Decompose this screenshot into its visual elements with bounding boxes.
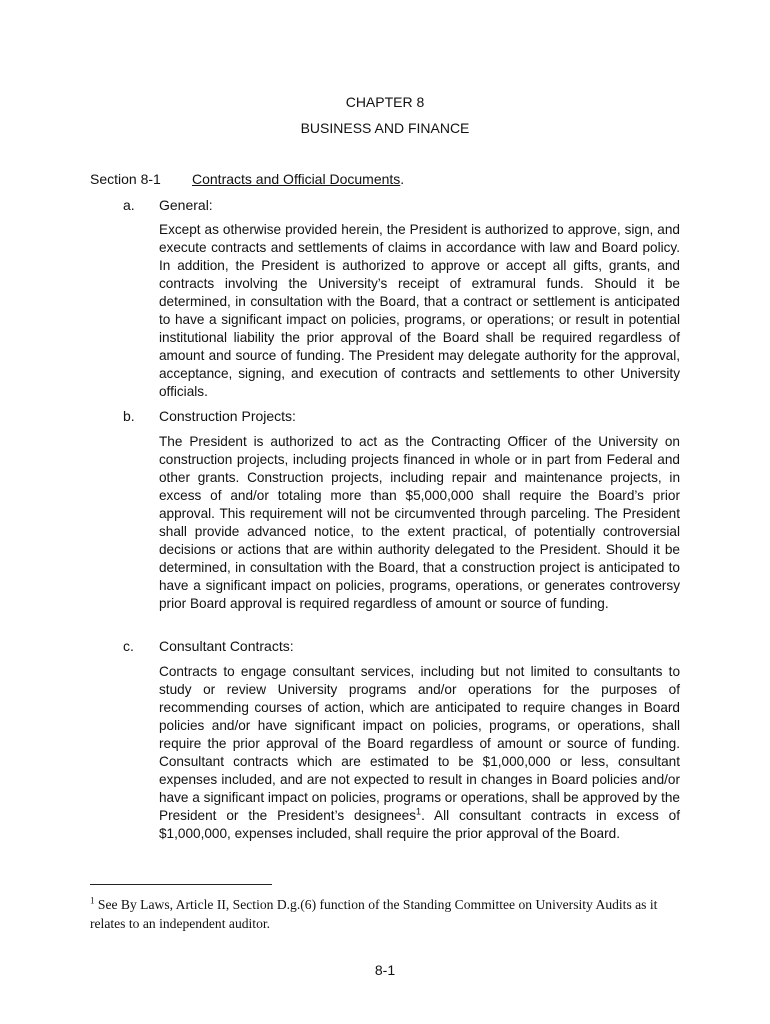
section-title: Contracts and Official Documents	[192, 171, 401, 187]
section-heading	[90, 171, 404, 187]
item-c-body-text-end: . All consultant contracts in excess of $1,000,000, expenses included, shall require the prior approval of the Board.	[159, 808, 681, 842]
item-c-body-text: Contracts to engage consultant services, including but not limited to consultants to study or review University programs and/or operations for the purposes of recommending courses of action, which are anticipated to require changes in Board policies and/or have significant impact on policies, programs, or operations, shall require the prior approval of the Board regardless of amount or source of funding. Consultant contracts which are estimated to be $1,000,000 or less, consultant expenses included, and are not expected to result in changes in Board policies and/or have a significant impact on policies, programs or operations, shall be approved by the President or the President’s designees	[159, 664, 680, 824]
section-title-period: .	[400, 171, 405, 187]
footnote-divider	[90, 884, 272, 885]
section-number: Section 8-1	[90, 171, 161, 187]
footnote-reference: 1	[416, 806, 422, 817]
item-c-letter: c.	[123, 638, 134, 654]
page-number: 8-1	[374, 962, 396, 978]
item-b-heading: Construction Projects:	[159, 408, 296, 424]
footnote-marker: 1	[90, 895, 95, 906]
chapter-title: BUSINESS AND FINANCE	[300, 120, 470, 136]
footnote-text: See By Laws, Article II, Section D.g.(6) function of the Standing Committee on University Audits as it relates to an independent auditor.	[90, 897, 658, 931]
footnote	[90, 895, 680, 933]
item-c-body	[159, 663, 680, 843]
item-b-body: The President is authorized to act as the Contracting Officer of the University on construction projects, including projects financed in whole or in part from Federal and other grants. Construction projects, including repair and maintenance projects, in excess of and/or totaling more than $5,000,000 shall require the Board’s prior approval. This requirement will not be circumvented through parceling. The President shall provide advanced notice, to the extent practical, of potentially controversial decisions or actions that are within authority delegated to the President. Should it be determined, in consultation with the Board, that a construction project is anticipated to have a significant impact on policies, programs, operations, or generates controversy prior Board approval is required regardless of amount or source of funding.	[159, 434, 680, 612]
item-a-body: Except as otherwise provided herein, the President is authorized to approve, sign, and execute contracts and settlements of claims in accordance with law and Board policy. In addition, the President is authorized to approve or accept all gifts, grants, and contracts involving the University’s receipt of extramural funds. Should it be determined, in consultation with the Board, that a contract or settlement is anticipated to have a significant impact on policies, programs, or operations; or result in potential institutional liability the prior approval of the Board shall be required regardless of amount and source of funding. The President may delegate authority for the approval, acceptance, signing, and execution of contracts and settlements to other University officials.	[159, 222, 680, 400]
item-c-heading: Consultant Contracts:	[159, 638, 294, 654]
item-a-letter: a.	[123, 197, 135, 213]
item-a-heading: General:	[159, 197, 213, 213]
chapter-heading: CHAPTER 8	[345, 94, 425, 110]
item-b-letter: b.	[123, 408, 135, 424]
